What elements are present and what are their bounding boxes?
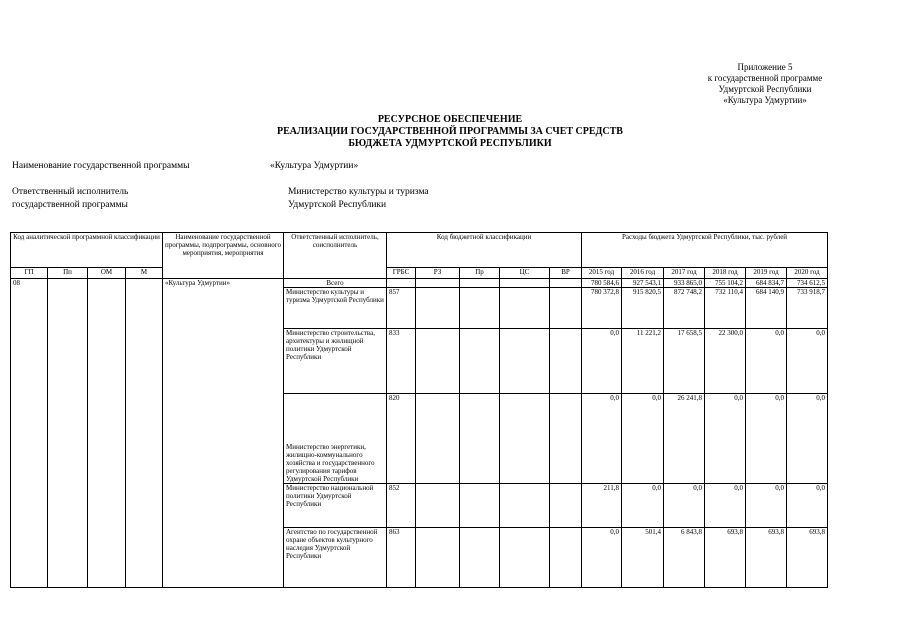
value-cell: 211,8	[582, 484, 622, 528]
subheader-om: ОМ	[88, 268, 126, 279]
subheader-pr: Пр	[460, 268, 500, 279]
title-line-2: РЕАЛИЗАЦИИ ГОСУДАРСТВЕННОЙ ПРОГРАММЫ ЗА СЧЕТ СРЕДСТВ	[277, 126, 623, 137]
executor-value-1: Министерство культуры и туризма	[288, 187, 429, 197]
value-cell: 0,0	[582, 394, 622, 484]
value-cell: 501,4	[622, 528, 664, 588]
grbs-cell	[387, 279, 416, 288]
program-value: «Культура Удмуртии»	[270, 161, 359, 171]
year-2015: 2015 год	[582, 268, 622, 279]
value-cell: 0,0	[582, 329, 622, 394]
value-cell: 0,0	[746, 484, 787, 528]
grbs-cell: 820	[387, 394, 416, 484]
value-cell: 915 820,5	[622, 288, 664, 329]
value-cell: 780 584,6	[582, 279, 622, 288]
subheader-cs: ЦС	[500, 268, 550, 279]
year-2016: 2016 год	[622, 268, 664, 279]
appendix-note	[650, 62, 880, 106]
executor-value-2: Удмуртской Республики	[288, 200, 387, 210]
value-cell: 0,0	[787, 394, 828, 484]
value-cell: 734 612,5	[787, 279, 828, 288]
appendix-line-1: Приложение 5	[737, 62, 793, 72]
value-cell: 693,8	[787, 528, 828, 588]
value-cell: 0,0	[746, 394, 787, 484]
appendix-line-3: Удмуртской Республики	[718, 84, 812, 94]
value-cell: 11 221,2	[622, 329, 664, 394]
year-2018: 2018 год	[705, 268, 746, 279]
value-cell: 684 140,9	[746, 288, 787, 329]
subheader-pp: Пп	[48, 268, 88, 279]
value-cell: 872 748,2	[664, 288, 705, 329]
value-cell: 693,8	[705, 528, 746, 588]
exec-cell: Агентство по государственной охране объектов культурного наследия Удмуртской Республики	[284, 528, 387, 588]
subheader-m: М	[126, 268, 163, 279]
resource-table	[10, 232, 828, 588]
appendix-line-4: «Культура Удмуртии»	[723, 95, 807, 105]
subheader-vr: ВР	[550, 268, 582, 279]
title-line-1: РЕСУРСНОЕ ОБЕСПЕЧЕНИЕ	[377, 114, 523, 125]
value-cell: 26 241,8	[664, 394, 705, 484]
title-line-3: БЮДЖЕТА УДМУРТСКОЙ РЕСПУБЛИКИ	[348, 138, 552, 149]
value-cell: 6 843,8	[664, 528, 705, 588]
grbs-cell: 833	[387, 329, 416, 394]
header-code: Код аналитической программной классификации	[11, 233, 163, 268]
value-cell: 733 918,7	[787, 288, 828, 329]
executor-label-2: государственной программы	[12, 200, 128, 210]
value-cell: 22 300,0	[705, 329, 746, 394]
executor-label-1: Ответственный исполнитель	[12, 187, 129, 197]
program-label: Наименование государственной программы	[12, 161, 190, 171]
subheader-row	[11, 268, 828, 279]
grbs-cell: 863	[387, 528, 416, 588]
document-title	[200, 114, 700, 150]
value-cell: 0,0	[622, 394, 664, 484]
value-cell: 755 104,2	[705, 279, 746, 288]
year-2020: 2020 год	[787, 268, 828, 279]
appendix-line-2: к государственной программе	[707, 73, 823, 83]
value-cell: 0,0	[746, 329, 787, 394]
value-cell: 0,0	[622, 484, 664, 528]
value-cell: 0,0	[582, 528, 622, 588]
header-expenses: Расходы бюджета Удмуртской Республики, тыс. рублей	[582, 233, 828, 268]
grbs-cell: 857	[387, 288, 416, 329]
exec-cell: Всего	[284, 279, 387, 288]
value-cell: 693,8	[746, 528, 787, 588]
subheader-grbs: ГРБС	[387, 268, 416, 279]
subheader-rz: РЗ	[416, 268, 460, 279]
value-cell: 933 865,0	[664, 279, 705, 288]
year-2017: 2017 год	[664, 268, 705, 279]
value-cell: 0,0	[664, 484, 705, 528]
value-cell: 684 834,7	[746, 279, 787, 288]
value-cell: 0,0	[787, 484, 828, 528]
header-budget-code: Код бюджетной классификации	[387, 233, 582, 268]
exec-cell: Министерство энергетики, жилищно-коммунального хозяйства и государственного регулирования тарифов Удмуртской Республики	[284, 394, 387, 484]
header-row	[11, 233, 828, 268]
subheader-gp: ГП	[11, 268, 48, 279]
value-cell: 780 372,8	[582, 288, 622, 329]
value-cell: 0,0	[705, 484, 746, 528]
value-cell: 17 658,5	[664, 329, 705, 394]
grbs-cell: 852	[387, 484, 416, 528]
table-row	[11, 279, 828, 288]
year-2019: 2019 год	[746, 268, 787, 279]
value-cell: 0,0	[705, 394, 746, 484]
program-name-cell: «Культура Удмуртии»	[163, 279, 284, 588]
exec-cell: Министерство культуры и туризма Удмуртской Республики	[284, 288, 387, 329]
exec-cell: Министерство национальной политики Удмуртской Республики	[284, 484, 387, 528]
value-cell: 927 543,1	[622, 279, 664, 288]
gp-code: 08	[11, 279, 48, 588]
value-cell: 0,0	[787, 329, 828, 394]
header-exec: Ответственный исполнитель, соисполнитель	[284, 233, 387, 279]
exec-cell: Министерство строительства, архитектуры и жилищной политики Удмуртской Республики	[284, 329, 387, 394]
header-name: Наименование государственной программы, подпрограммы, основного мероприятия, мероприятия	[163, 233, 284, 279]
value-cell: 732 110,4	[705, 288, 746, 329]
